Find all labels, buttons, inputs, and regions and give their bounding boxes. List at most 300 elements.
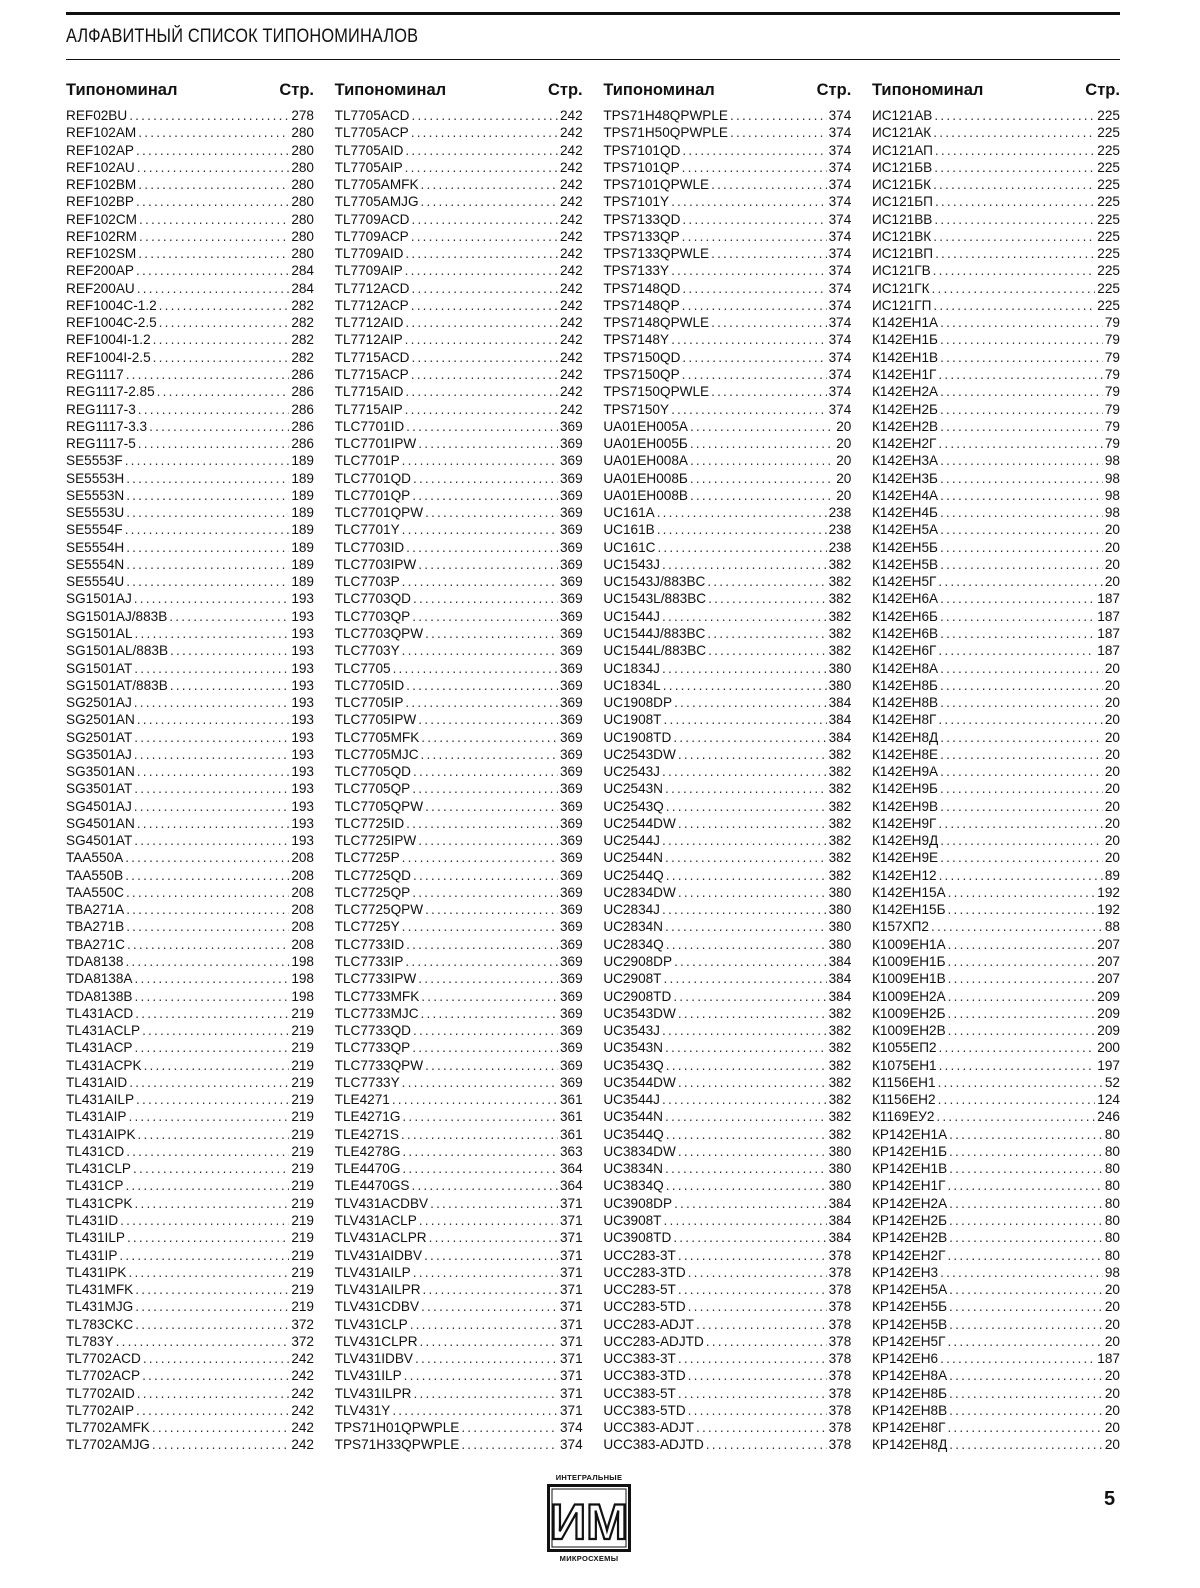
part-number: REF200AU — [66, 280, 135, 296]
page-column-header: Стр. — [816, 81, 852, 99]
page-reference: 20 — [1104, 695, 1120, 711]
list-item — [335, 1247, 583, 1264]
page-reference: 280 — [291, 142, 314, 158]
page-reference: 374 — [828, 142, 852, 158]
part-number: REF102AU — [66, 159, 135, 175]
part-number: TDA8138B — [66, 988, 133, 1004]
page-reference: 189 — [291, 453, 314, 469]
dot-leader — [940, 625, 1095, 642]
part-number: К142ЕН12 — [871, 867, 937, 883]
page-reference: 238 — [828, 539, 852, 555]
page-reference: 242 — [559, 194, 583, 210]
page-reference: 124 — [1097, 1092, 1120, 1108]
page-reference: 242 — [291, 1385, 314, 1401]
dot-leader — [137, 815, 290, 832]
part-number: КР142ЕН2Г — [871, 1247, 946, 1263]
list-item — [66, 159, 314, 176]
part-number: UC2908TD — [603, 988, 672, 1004]
page-reference: 371 — [559, 1402, 583, 1418]
dot-leader — [932, 280, 1096, 297]
page-reference: 369 — [559, 556, 583, 572]
page-reference: 372 — [291, 1316, 314, 1332]
part-number: КР142ЕН8Г — [871, 1420, 946, 1436]
dot-leader — [138, 435, 290, 452]
page-reference: 246 — [1097, 1109, 1120, 1125]
dot-leader — [411, 228, 558, 245]
part-number: TLV431ILP — [334, 1368, 402, 1384]
list-item — [335, 763, 583, 780]
part-number: ИС121ГП — [871, 297, 932, 313]
dot-leader — [138, 401, 290, 418]
dot-leader — [665, 1160, 827, 1177]
page-reference: 225 — [1097, 194, 1120, 210]
dot-leader — [119, 1247, 289, 1264]
page-reference: 219 — [291, 1178, 314, 1194]
list-item — [335, 625, 583, 642]
list-item — [335, 211, 583, 228]
part-number: К142ЕН2В — [871, 418, 939, 434]
list-item — [603, 176, 851, 193]
list-item — [66, 798, 314, 815]
list-item — [66, 124, 314, 141]
part-number: UC3544Q — [603, 1126, 664, 1142]
dot-leader — [938, 711, 1102, 728]
list-item — [872, 228, 1120, 245]
page-reference: 189 — [291, 539, 314, 555]
page-reference: 380 — [828, 919, 852, 935]
part-number: TLC7733MJC — [334, 1005, 419, 1021]
part-number: К1009ЕН2А — [871, 988, 946, 1004]
dot-leader — [664, 711, 827, 728]
page-reference: 187 — [1097, 608, 1120, 624]
part-number: TDA8138 — [66, 954, 124, 970]
list-item — [335, 1039, 583, 1056]
page-reference: 242 — [559, 246, 583, 262]
part-number: TL431CP — [66, 1178, 124, 1194]
part-number: К142ЕН15Б — [871, 902, 946, 918]
part-number: TLC7725QD — [334, 867, 411, 883]
part-number: SE5554H — [66, 539, 125, 555]
list-item — [335, 314, 583, 331]
page-reference: 369 — [559, 1057, 583, 1073]
logo-bottom-text: МИКРОСХЕМЫ — [559, 1554, 619, 1563]
list-item — [603, 1247, 851, 1264]
list-item — [872, 1195, 1120, 1212]
list-item — [603, 1367, 851, 1384]
page-reference: 20 — [1104, 764, 1120, 780]
page-reference: 369 — [559, 470, 583, 486]
page-reference: 20 — [1104, 1420, 1120, 1436]
page-reference: 384 — [828, 954, 852, 970]
part-number: TL7709AIP — [334, 263, 403, 279]
dot-leader — [136, 193, 289, 210]
dot-leader — [137, 763, 290, 780]
part-number: SG1501AL — [66, 625, 133, 641]
list-item — [335, 1229, 583, 1246]
part-number: TL431IPK — [66, 1264, 127, 1280]
dot-leader — [682, 142, 826, 159]
dot-leader — [935, 245, 1095, 262]
page-reference: 79 — [1104, 384, 1120, 400]
page-reference: 374 — [559, 1420, 583, 1436]
part-number: К142ЕН4А — [871, 487, 939, 503]
list-item — [335, 1350, 583, 1367]
page-reference: 208 — [291, 884, 314, 900]
page-reference: 193 — [291, 625, 314, 641]
part-number: UC1908TD — [603, 729, 672, 745]
list-item — [872, 1385, 1120, 1402]
index-column — [872, 80, 1120, 1454]
part-number: К1009ЕН2Б — [871, 1005, 946, 1021]
page-reference: 20 — [1104, 1333, 1120, 1349]
list-item — [872, 711, 1120, 728]
part-number: REF102CM — [66, 211, 138, 227]
dot-leader — [938, 435, 1102, 452]
list-item — [66, 366, 314, 383]
part-number: К1055ЕП2 — [871, 1040, 937, 1056]
page-reference: 242 — [559, 263, 583, 279]
page-reference: 384 — [828, 712, 852, 728]
page-reference: 80 — [1104, 1178, 1120, 1194]
part-number: К142ЕН9А — [871, 764, 939, 780]
list-item — [872, 573, 1120, 590]
list-item — [66, 418, 314, 435]
list-item — [66, 1177, 314, 1194]
dot-leader — [940, 521, 1103, 538]
page-reference: 242 — [559, 142, 583, 158]
part-number: TPS7133QD — [603, 211, 681, 227]
dot-leader — [673, 988, 826, 1005]
dot-leader — [137, 711, 290, 728]
list-item — [66, 262, 314, 279]
part-number: TLC7733QPW — [334, 1057, 424, 1073]
part-number: TL7705AID — [334, 142, 404, 158]
dot-leader — [940, 314, 1103, 331]
part-number: К1156ЕН1 — [871, 1074, 936, 1090]
page-reference: 282 — [291, 332, 314, 348]
part-number: TLC7703QPW — [334, 625, 424, 641]
list-item — [335, 573, 583, 590]
dot-leader — [940, 849, 1103, 866]
page-reference: 371 — [559, 1247, 583, 1263]
part-number: TL431ACD — [66, 1005, 134, 1021]
part-number: UA01EH008B — [603, 487, 688, 503]
part-number: TLC7703P — [334, 574, 400, 590]
dot-leader — [940, 608, 1095, 625]
dot-leader — [411, 124, 558, 141]
list-item — [603, 1436, 851, 1453]
page-reference: 380 — [828, 1143, 852, 1159]
list-item — [335, 107, 583, 124]
list-item — [603, 107, 851, 124]
page-reference: 20 — [836, 470, 852, 486]
list-item — [603, 1264, 851, 1281]
list-item — [335, 970, 583, 987]
part-number: TLC7703Y — [334, 643, 400, 659]
page-reference: 20 — [836, 418, 852, 434]
dot-leader — [678, 1005, 827, 1022]
part-number: TPS7148QD — [603, 280, 681, 296]
page-reference: 80 — [1104, 1195, 1120, 1211]
list-item — [872, 435, 1120, 452]
list-item — [335, 1316, 583, 1333]
part-number: К142ЕН5Г — [871, 574, 937, 590]
dot-leader — [940, 504, 1103, 521]
part-number: TPS7148QP — [603, 297, 680, 313]
page-reference: 371 — [559, 1316, 583, 1332]
list-item — [603, 349, 851, 366]
part-number: К142ЕН3Б — [871, 470, 938, 486]
dot-leader — [730, 124, 827, 141]
list-item — [603, 694, 851, 711]
page-reference: 225 — [1097, 246, 1120, 262]
part-number: TLV431CLPR — [334, 1333, 418, 1349]
part-number: К142ЕН15А — [871, 884, 946, 900]
dot-leader — [940, 418, 1103, 435]
dot-leader — [135, 1316, 289, 1333]
list-item — [872, 729, 1120, 746]
part-number: SE5553F — [66, 453, 123, 469]
dot-leader — [948, 1022, 1096, 1039]
part-number: TLC7733IPW — [334, 971, 417, 987]
part-number: UCC383-5TD — [603, 1402, 686, 1418]
list-item — [335, 711, 583, 728]
list-item — [603, 1143, 851, 1160]
page-reference: 219 — [291, 1161, 314, 1177]
dot-leader — [949, 1229, 1103, 1246]
list-item — [872, 1436, 1120, 1453]
page-reference: 20 — [1104, 1402, 1120, 1418]
dot-leader — [120, 1212, 289, 1229]
list-item — [335, 746, 583, 763]
dot-leader — [425, 1057, 558, 1074]
page-reference: 242 — [559, 297, 583, 313]
page-reference: 374 — [828, 194, 852, 210]
part-number: К142ЕН6Г — [871, 643, 937, 659]
dot-leader — [129, 1074, 289, 1091]
page-reference: 369 — [559, 643, 583, 659]
list-item — [603, 936, 851, 953]
part-number: UC2543N — [603, 781, 664, 797]
part-number: TLC7701QP — [334, 487, 411, 503]
list-item — [66, 193, 314, 210]
page-reference: 369 — [559, 695, 583, 711]
dot-leader — [674, 694, 827, 711]
list-item — [66, 349, 314, 366]
part-number: К142ЕН8Д — [871, 729, 939, 745]
list-item — [603, 815, 851, 832]
page-reference: 193 — [291, 833, 314, 849]
part-number: UC3544N — [603, 1109, 664, 1125]
part-number: КР142ЕН8А — [871, 1368, 948, 1384]
list-item — [335, 142, 583, 159]
dot-leader — [135, 625, 290, 642]
dot-leader — [665, 849, 827, 866]
dot-leader — [711, 383, 827, 400]
dot-leader — [393, 660, 558, 677]
dot-leader — [940, 331, 1103, 348]
list-item — [66, 953, 314, 970]
list-item — [66, 470, 314, 487]
page-reference: 208 — [291, 936, 314, 952]
list-item — [872, 366, 1120, 383]
page-reference: 207 — [1097, 971, 1120, 987]
part-number: TL431MFK — [66, 1282, 134, 1298]
part-number: КР142ЕН2Б — [871, 1213, 947, 1228]
dot-leader — [664, 1212, 827, 1229]
list-item — [872, 539, 1120, 556]
part-number: К1009ЕН1В — [871, 971, 946, 987]
dot-leader — [682, 297, 827, 314]
page-reference: 219 — [291, 1282, 314, 1298]
part-number: TPS7133QPWLE — [603, 246, 710, 262]
list-item — [335, 642, 583, 659]
part-number: TL431CD — [66, 1143, 125, 1159]
dot-leader — [138, 176, 289, 193]
part-number: TLC7701QPW — [334, 505, 424, 521]
dot-leader — [940, 798, 1103, 815]
dot-leader — [938, 815, 1102, 832]
part-number: ИС121АК — [871, 125, 932, 141]
list-item — [872, 780, 1120, 797]
dot-leader — [402, 1143, 558, 1160]
dot-leader — [136, 142, 289, 159]
part-number: TPS7148QPWLE — [603, 315, 710, 331]
name-column-header: Типономинал — [334, 81, 447, 99]
page-reference: 219 — [291, 1213, 314, 1228]
page-reference: 20 — [1104, 1368, 1120, 1384]
dot-leader — [671, 401, 827, 418]
dot-leader — [688, 1367, 827, 1384]
part-number: TLV431ACDBV — [334, 1195, 429, 1211]
list-item — [335, 988, 583, 1005]
page-reference: 380 — [828, 936, 852, 952]
part-number: UC3543N — [603, 1040, 664, 1056]
page-reference: 369 — [559, 971, 583, 987]
dot-leader — [405, 331, 558, 348]
part-number: TLV431Y — [334, 1402, 391, 1418]
dot-leader — [682, 211, 826, 228]
list-item — [335, 901, 583, 918]
part-number: UC1834J — [603, 660, 660, 676]
list-item — [66, 280, 314, 297]
dot-leader — [159, 314, 290, 331]
list-item — [335, 1143, 583, 1160]
logo-top-text: ИНТЕГРАЛЬНЫЕ — [555, 1473, 623, 1482]
dot-leader — [127, 936, 289, 953]
part-number: TPS7150QP — [603, 366, 680, 382]
list-item — [66, 608, 314, 625]
page-reference: 369 — [559, 712, 583, 728]
list-item — [603, 470, 851, 487]
part-number: КР142ЕН1В — [871, 1161, 948, 1177]
page-reference: 382 — [828, 850, 852, 866]
page-reference: 382 — [828, 643, 852, 659]
list-item — [335, 366, 583, 383]
part-number: TLC7725P — [334, 850, 400, 866]
part-number: TL7705ACP — [334, 125, 409, 141]
dot-leader — [134, 694, 290, 711]
part-number: UC3544DW — [603, 1074, 676, 1090]
page-reference: 382 — [828, 556, 852, 572]
part-number: К142ЕН5В — [871, 556, 939, 572]
list-item — [603, 297, 851, 314]
part-number: REF1004C-2.5 — [66, 315, 157, 331]
part-number: TAA550B — [66, 867, 124, 883]
dot-leader — [402, 849, 558, 866]
page-reference: 193 — [291, 660, 314, 676]
list-item — [603, 1419, 851, 1436]
column-header — [66, 80, 314, 100]
page-reference: 371 — [559, 1299, 583, 1315]
part-number: TLC7705MJC — [334, 746, 419, 762]
dot-leader — [135, 1281, 289, 1298]
page-reference: 20 — [1104, 712, 1120, 728]
dot-leader — [688, 1298, 827, 1315]
page-reference: 189 — [291, 522, 314, 538]
dot-leader — [933, 297, 1095, 314]
page-reference: 382 — [828, 833, 852, 849]
dot-leader — [406, 815, 558, 832]
page-reference: 20 — [1104, 522, 1120, 538]
list-item — [603, 366, 851, 383]
list-item — [66, 211, 314, 228]
part-number: КР142ЕН5А — [871, 1282, 948, 1298]
page-reference: 369 — [559, 884, 583, 900]
list-item — [872, 331, 1120, 348]
part-number: TL431AIP — [66, 1109, 127, 1125]
part-number: TLV431IDBV — [334, 1351, 413, 1367]
dot-leader — [949, 1385, 1103, 1402]
page-column-header: Стр. — [1085, 81, 1120, 99]
dot-leader — [413, 590, 558, 607]
dot-leader — [405, 159, 558, 176]
page-reference: 219 — [291, 1092, 314, 1108]
page-reference: 79 — [1104, 436, 1120, 452]
list-item — [335, 262, 583, 279]
dot-leader — [423, 1281, 558, 1298]
part-number: TL431AILP — [66, 1092, 135, 1108]
list-item — [603, 1177, 851, 1194]
list-item — [66, 729, 314, 746]
part-number: TLC7705IP — [334, 695, 404, 711]
column-header — [603, 80, 851, 100]
page-reference: 280 — [291, 159, 314, 175]
list-item — [872, 1333, 1120, 1350]
page-reference: 378 — [828, 1333, 852, 1349]
dot-leader — [137, 1385, 290, 1402]
list-item — [872, 1091, 1120, 1108]
page-reference: 378 — [828, 1282, 852, 1298]
dot-leader — [671, 193, 827, 210]
dot-leader — [137, 159, 290, 176]
part-number: REF1004I-2.5 — [66, 349, 151, 365]
dot-leader — [402, 918, 558, 935]
part-number: UCC383-ADJTD — [603, 1437, 704, 1453]
part-number: TL7712AID — [334, 315, 404, 331]
dot-leader — [159, 297, 290, 314]
page-reference: 209 — [1097, 1023, 1120, 1039]
part-number: К142ЕН2Б — [871, 401, 938, 417]
page-reference: 242 — [559, 384, 583, 400]
page-reference: 20 — [836, 436, 852, 452]
part-number: TPS71H50QPWPLE — [603, 125, 728, 141]
dot-leader — [706, 1436, 827, 1453]
dot-leader — [662, 608, 827, 625]
list-item — [335, 590, 583, 607]
dot-leader — [418, 832, 558, 849]
dot-leader — [707, 625, 826, 642]
